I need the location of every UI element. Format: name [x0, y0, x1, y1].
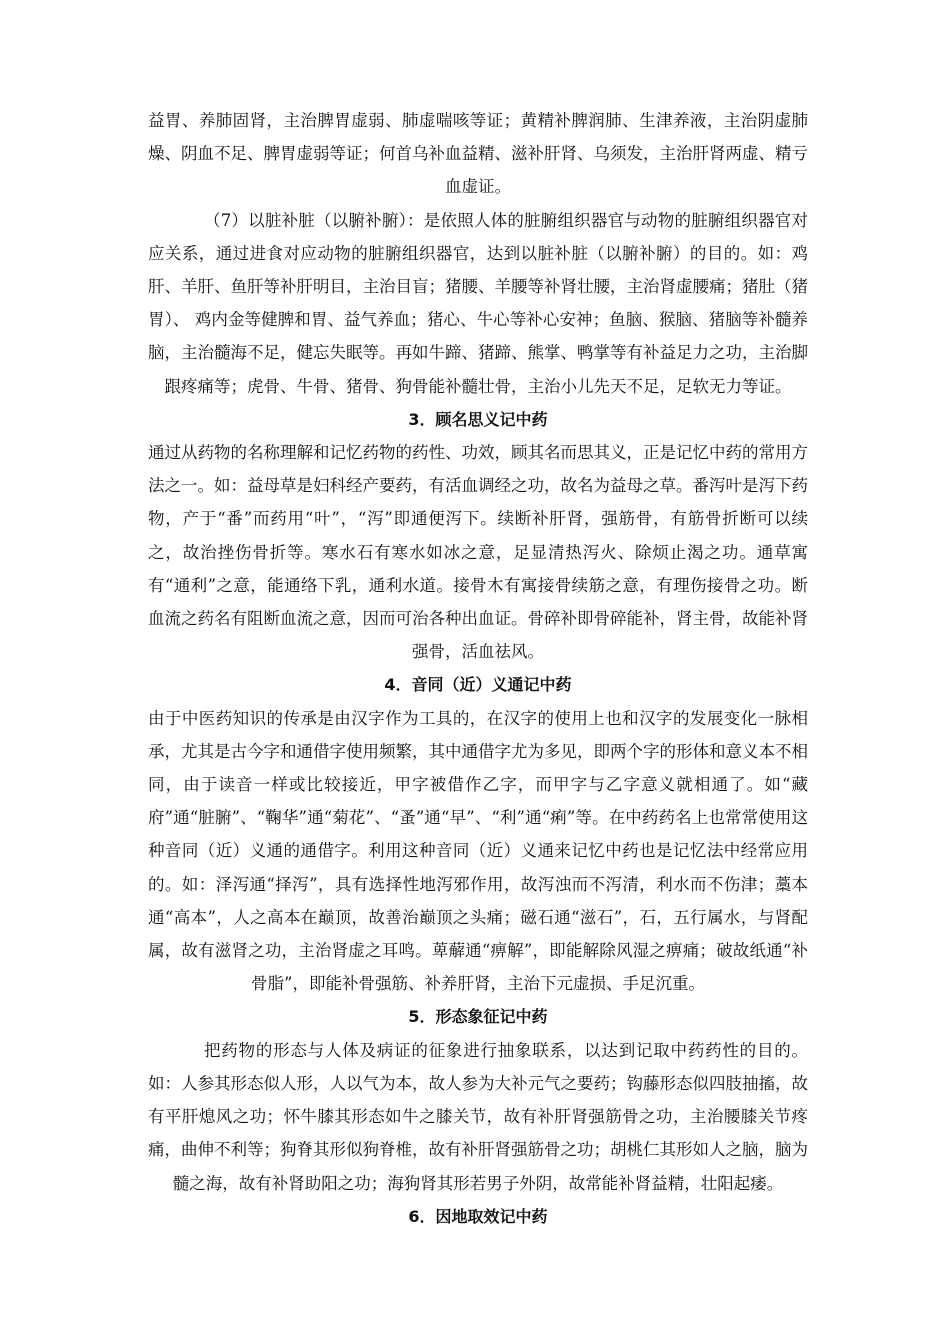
paragraph-organ-tonify: （7）以脏补脏（以腑补腑）：是依照人体的脏腑组织器官与动物的脏腑组织器官对应关系，通过进食对应动物的脏腑组织器官，达到以脏补脏（以腑补腑）的目的。如：鸡肝、羊肝、鱼肝等补肝明目，主治目盲；猪腰、羊腰等补肾壮腰，主治肾虚腰痛；猪肚（猪胃）、 鸡内金等健脾和胃、益气养血；猪心、牛心等补心安神；鱼脑、猴脑、猪脑等补髓养脑，主治髓海不足，健忘失眠等。再如牛蹄、猪蹄、熊掌、鸭掌等有补益足力之功，主治脚跟疼痛等；虎骨、牛骨、猪骨、狗骨能补髓壮骨，主治小儿先天不足，足软无力等证。 — [148, 210, 808, 396]
paragraph-name-meaning: 通过从药物的名称理解和记忆药物的药性、功效，顾其名而思其义，正是记忆中药的常用方法之一。如：益母草是妇科经产要药，有活血调经之功，故名为益母之草。番泻叶是泻下药物，产于“番”而药用“叶”，“泻”即通便泻下。续断补肝肾，强筋骨，有筋骨折断可以续之，故治挫伤骨折等。寒水石有寒水如冰之意，足显清热泻火、除烦止渴之功。通草寓有“通利”之意，能通络下乳，通利水道。接骨木有寓接骨续筋之意，有理伤接骨之功。断血流之药名有阻断血流之意，因而可治各种出血证。骨碎补即骨碎能补，肾主骨，故能补肾强骨，活血祛风。 — [148, 443, 808, 662]
section-heading-6: 6．因地取效记中药 — [408, 1206, 548, 1226]
paragraph-homophone: 由于中医药知识的传承是由汉字作为工具的，在汉字的使用上也和汉字的发展变化一脉相承，尤其是古今字和通借字使用频繁，其中通借字尤为多见，即两个字的形体和意义本不相同，由于读音一样或比较接近，甲字被借作乙字，而甲字与乙字意义就相通了。如“藏府”通“脏腑”、“鞠华”通“菊花”、“蚤”通“早”、“利”通“痢”等。在中药药名上也常常使用这种音同（近）义通的通借字。利用这种音同（近）义通来记忆中药也是记忆法中经常应用的。如：泽泻通“择泻”，具有选择性地泻邪作用，故泻浊而不泻清，利水而不伤津；藁本通“高本”，人之高本在巅顶，故善治巅顶之头痛；磁石通“滋石”，石，五行属水，与肾配属，故有滋肾之功，主治肾虚之耳鸣。萆薢通“痹解”，即能解除风湿之痹痛；破故纸通“补骨脂”，即能补骨强筋、补养肝肾，主治下元虚损、手足沉重。 — [148, 708, 808, 994]
paragraph-continued: 益胃、养肺固肾，主治脾胃虚弱、肺虚喘咳等证；黄精补脾润肺、生津养液，主治阴虚肺燥、阴血不足、脾胃虚弱等证；何首乌补血益精、滋补肝肾、乌须发，主治肝肾两虚、精亏血虚证。 — [148, 111, 808, 197]
paragraph-shape-symbol: 把药物的形态与人体及病证的征象进行抽象联系，以达到记取中药药性的目的。如：人参其形态似人形，人以气为本，故人参为大补元气之要药；钩藤形态似四肢抽搐，故有平肝熄风之功；怀牛膝其形态如牛之膝关节，故有补肝肾强筋骨之功，主治腰膝关节疼痛，曲伸不利等；狗脊其形似狗脊椎，故有补肝肾强筋骨之功；胡桃仁其形如人之脑，脑为髓之海，故有补肾助阳之功；海狗肾其形若男子外阴，故常能补肾益精，壮阳起痿。 — [148, 1040, 808, 1193]
section-heading-4: 4．音同（近）义通记中药 — [384, 675, 572, 695]
section-heading-5: 5．形态象征记中药 — [408, 1007, 548, 1027]
section-heading-3: 3．顾名思义记中药 — [408, 409, 548, 429]
text-column — [148, 104, 808, 1233]
